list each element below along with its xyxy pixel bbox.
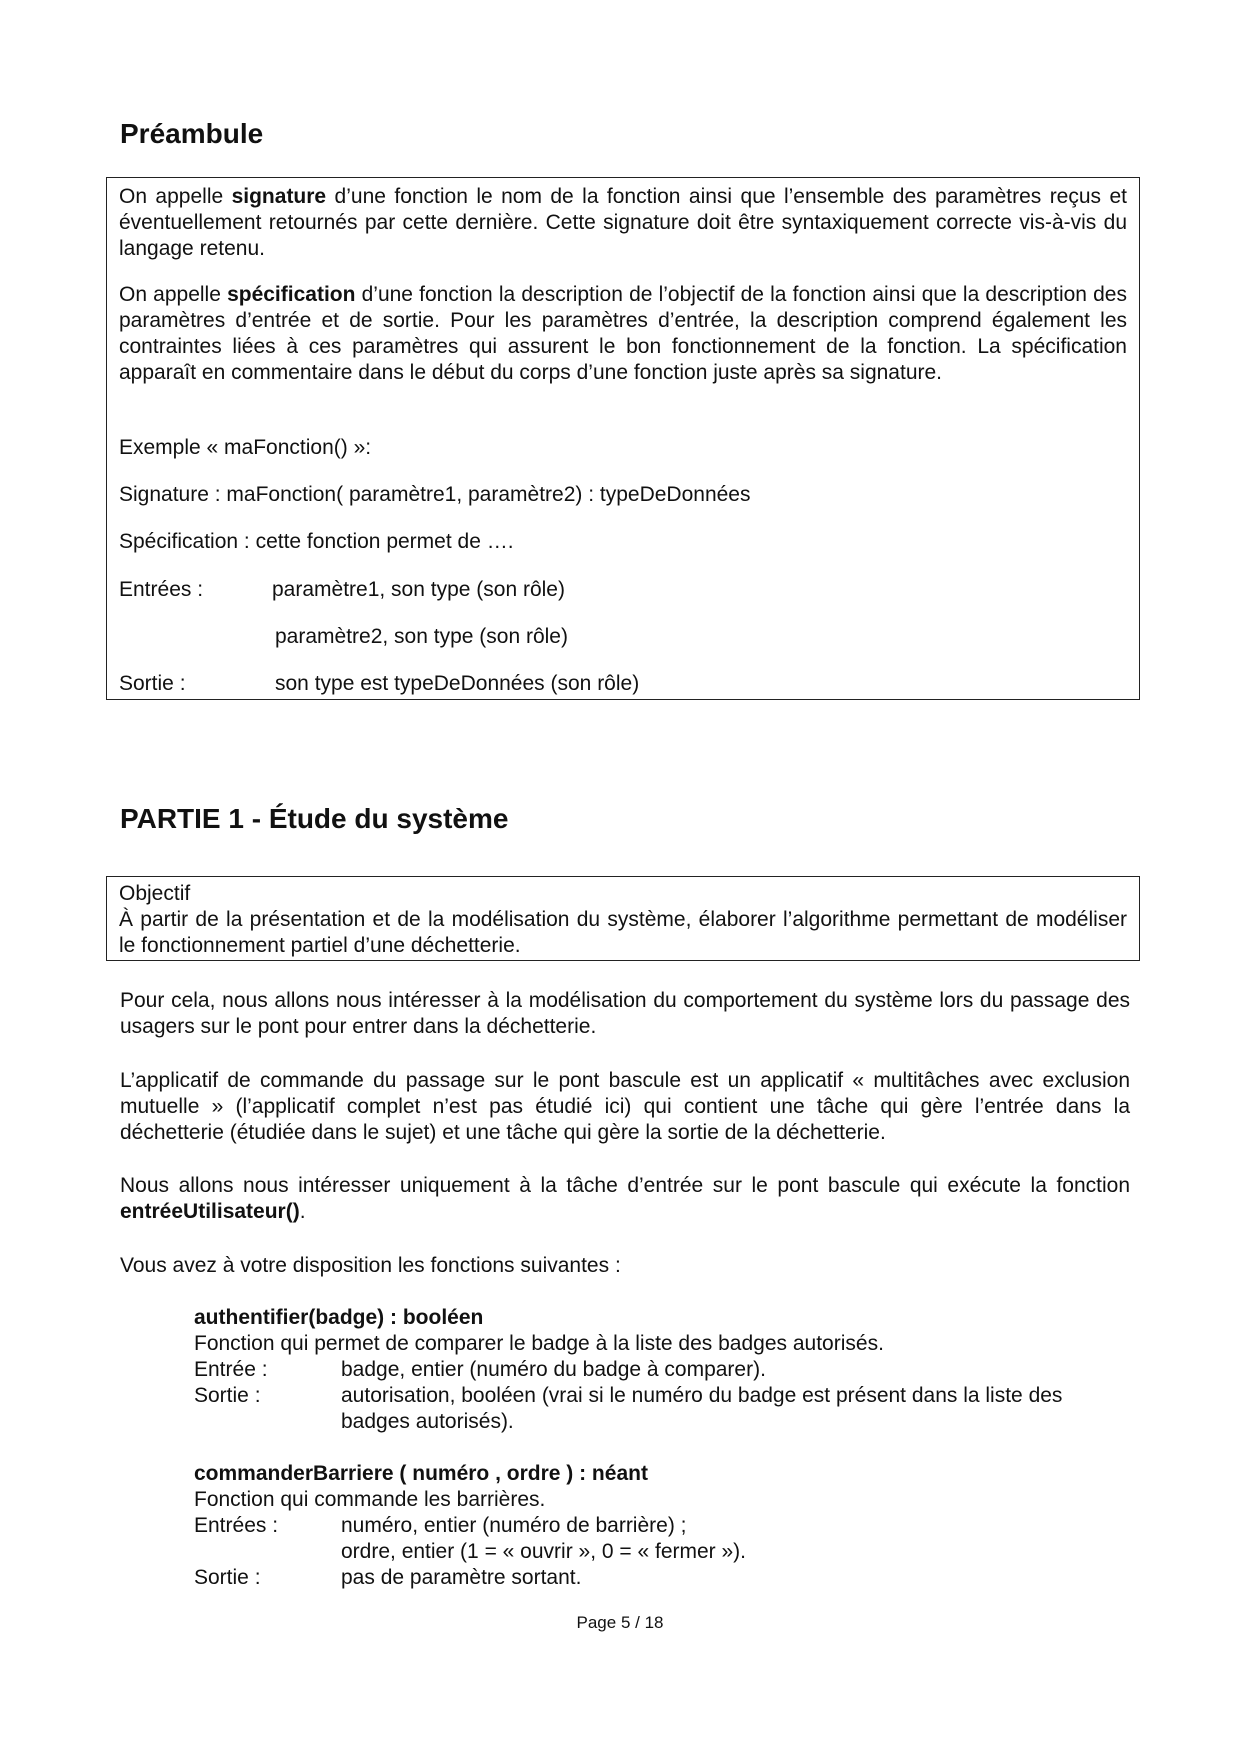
paragraph-entree: Nous allons nous intéresser uniquement à la tâche d’entrée sur le pont bascule qui exécute la fonction entréeUtilisateur(). xyxy=(120,1174,1130,1223)
preambule-box xyxy=(106,177,1140,700)
entree2-value: paramètre2, son type (son rôle) xyxy=(275,625,568,648)
entrees-label: Entrées : xyxy=(119,578,204,601)
function-authentifier xyxy=(194,1305,1124,1435)
function-input-value: badge, entier (numéro du badge à comparer). xyxy=(341,1358,766,1381)
entree1-value: paramètre1, son type (son rôle) xyxy=(272,578,565,601)
function-input-value-2: ordre, entier (1 = « ouvrir », 0 = « fermer »). xyxy=(341,1540,747,1563)
function-output-label: Sortie : xyxy=(194,1566,261,1589)
signature-line: Signature : maFonction( paramètre1, paramètre2) : typeDeDonnées xyxy=(119,483,751,506)
page-number: Page 5 / 18 xyxy=(576,1613,664,1632)
paragraph-intro: Pour cela, nous allons nous intéresser à la modélisation du comportement du système lors du passage des usagers sur le pont pour entrer dans la déchetterie. xyxy=(120,989,1130,1038)
specification-line: Spécification : cette fonction permet de …. xyxy=(119,530,514,553)
objectif-box xyxy=(106,876,1140,961)
function-output-label: Sortie : xyxy=(194,1384,261,1407)
function-description: Fonction qui permet de comparer le badge à la liste des badges autorisés. xyxy=(194,1332,884,1355)
signature-definition: On appelle signature d’une fonction le nom de la fonction ainsi que l’ensemble des paramètres reçus et éventuellement retournés par cette dernière. Cette signature doit être syntaxiquement correcte vis-à-vis du langage retenu. xyxy=(119,185,1127,260)
function-output-value: autorisation, booléen (vrai si le numéro du badge est présent dans la liste des badges autorisés). xyxy=(341,1384,1063,1433)
function-commanderBarriere xyxy=(194,1461,1124,1591)
objectif-label: Objectif xyxy=(119,882,191,905)
function-signature: commanderBarriere ( numéro , ordre ) : néant xyxy=(194,1462,648,1485)
sortie-value: son type est typeDeDonnées (son rôle) xyxy=(275,672,640,695)
objectif-text: À partir de la présentation et de la modélisation du système, élaborer l’algorithme permettant de modéliser le fonctionnement partiel d’une déchetterie. xyxy=(119,908,1127,957)
exemple-line: Exemple « maFonction() »: xyxy=(119,436,372,459)
preambule-heading: Préambule xyxy=(120,118,264,149)
partie1-heading: PARTIE 1 - Étude du système xyxy=(120,803,509,834)
function-description: Fonction qui commande les barrières. xyxy=(194,1488,546,1511)
function-input-value: numéro, entier (numéro de barrière) ; xyxy=(341,1514,687,1537)
specification-definition: On appelle spécification d’une fonction la description de l’objectif de la fonction ainsi que la description des paramètres d’entrée et de sortie. Pour les paramètres d’entrée, la description comprend également les contraintes liées à ces paramètres qui assurent le bon fonctionnement de la fonction. La spécification apparaît en commentaire dans le début du corps d’une fonction juste après sa signature. xyxy=(119,283,1127,384)
function-input-label: Entrées : xyxy=(194,1514,279,1537)
function-signature: authentifier(badge) : booléen xyxy=(194,1306,484,1329)
function-input-label: Entrée : xyxy=(194,1358,268,1381)
function-output-value: pas de paramètre sortant. xyxy=(341,1566,582,1589)
paragraph-fonctions: Vous avez à votre disposition les fonctions suivantes : xyxy=(120,1254,621,1277)
paragraph-applicatif: L’applicatif de commande du passage sur le pont bascule est un applicatif « multitâches avec exclusion mutuelle » (l’applicatif complet n’est pas étudié ici) qui contient une tâche qui gère l’entrée dans la déchetterie (étudiée dans le sujet) et une tâche qui gère la sortie de la déchetterie. xyxy=(120,1069,1130,1144)
sortie-label: Sortie : xyxy=(119,672,186,695)
